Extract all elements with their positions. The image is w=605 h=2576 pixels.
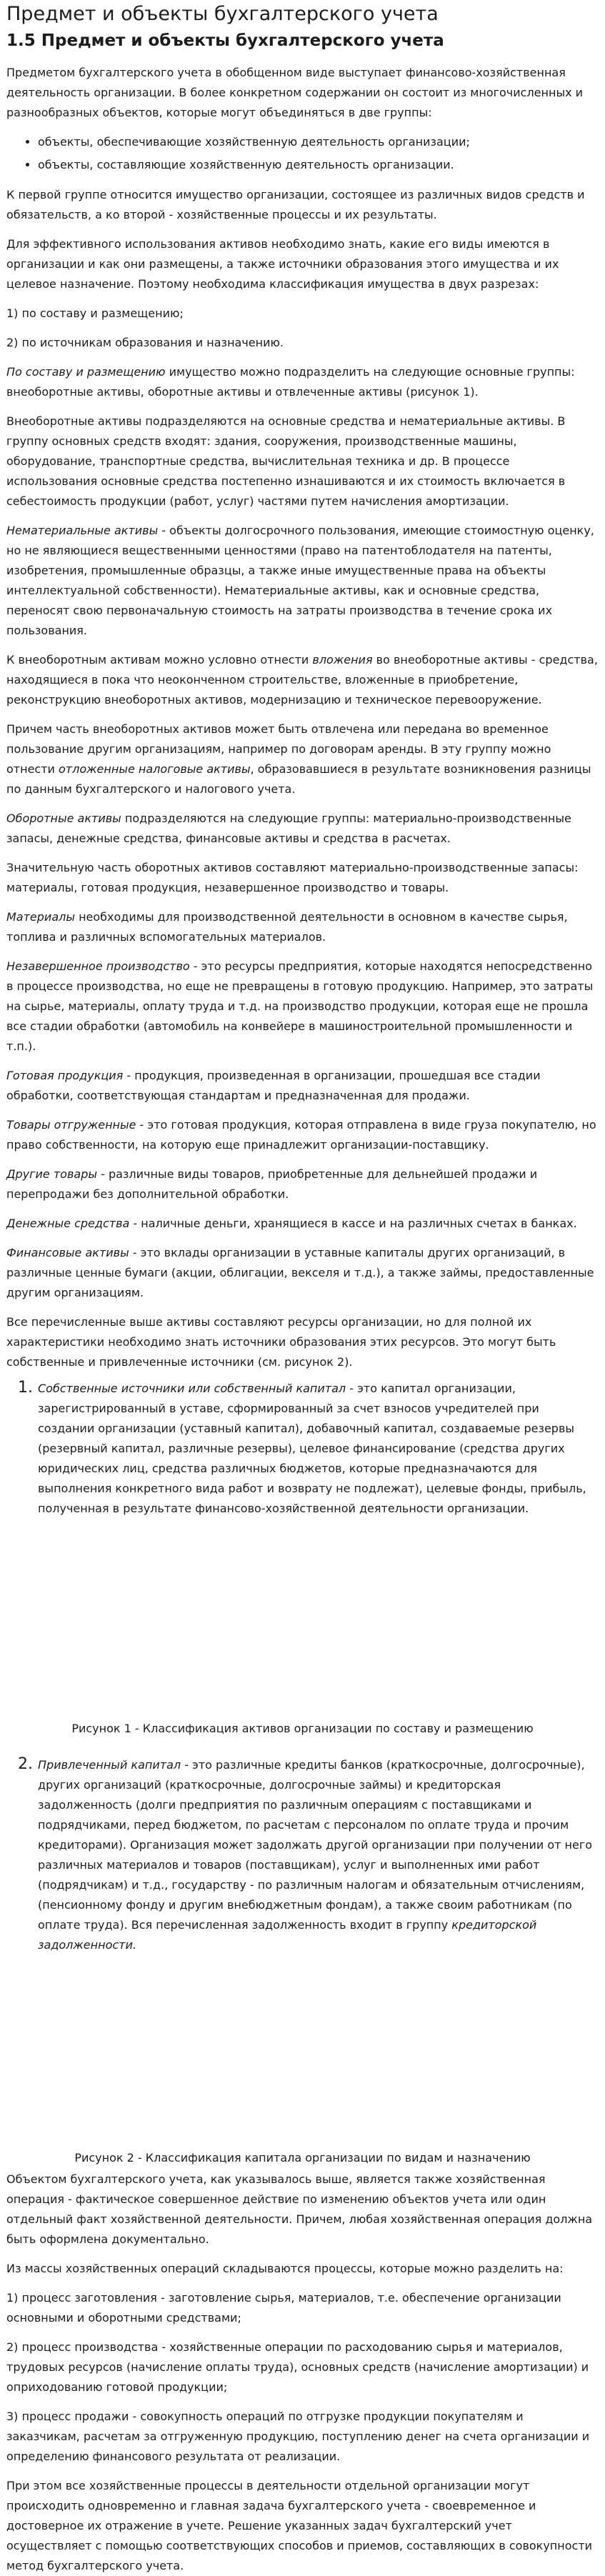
paragraph-shipped-goods <box>6 1115 599 1155</box>
paragraph-text: имущество можно подразделить на следующие основные группы: внеоборотные активы, оборотные активы и отвлеченные активы (рисунок 1). <box>6 365 575 399</box>
italic-term: Незавершенное производство <box>6 959 190 973</box>
italic-term: Товары отгруженные <box>6 1118 136 1132</box>
paragraph-financial-assets <box>6 1243 599 1303</box>
paragraph-finished-goods <box>6 1066 599 1106</box>
italic-term: Собственные источники или собственный капитал <box>38 1382 346 1395</box>
paragraph-text: К внеоборотным активам можно условно отнести <box>6 653 313 667</box>
bullet-item: • объекты, обеспечивающие хозяйственную деятельность организации; <box>38 132 599 152</box>
paragraph-investments <box>6 650 599 710</box>
italic-term: Финансовые активы <box>6 1246 129 1259</box>
paragraph-cash <box>6 1214 599 1234</box>
italic-term: Денежные средства <box>6 1217 130 1230</box>
paragraph-inventories: Значительную часть оборотных активов составляют материально-производственные запасы: материалы, готовая продукция, незавершенное производство и товары. <box>6 861 579 894</box>
paragraph-text: , образовавшиеся в результате возникновения разницы по данным бухгалтерского и налогового учета. <box>6 762 591 796</box>
paragraph-text: подразделяются на следующие группы: материально-производственные запасы, денежные средства, финансовые активы и средства в расчетах. <box>6 812 571 845</box>
italic-term: Другие товары <box>6 1167 97 1181</box>
paragraph-text: Причем часть внеоборотных активов может быть отвлечена или передана во временное пользование другим организациям, например по договорам аренды. В эту группу можно отнести <box>6 722 551 776</box>
paragraph-subject: Предметом бухгалтерского учета в обобщенном виде выступает финансово-хозяйственная деятельность организации. В более конкретном содержании он состоит из многочисленных и разнообразных объектов, которые могут объединяться в две группы: <box>6 66 584 119</box>
paragraph-item-1: 1) по составу и размещению; <box>6 306 184 320</box>
paragraph-composition <box>6 362 599 402</box>
paragraph-text: необходимы для производственной деятельности в основном в качестве сырья, топлива и различных вспомогательных материалов. <box>6 910 568 944</box>
paragraph-current-assets <box>6 809 599 849</box>
paragraph-operations: Объектом бухгалтерского учета, как указывалось выше, является также хозяйственная операция - фактическое совершенное действие по изменению объектов учета или один отдельный факт хозяйственной деятельности. Причем, любая хозяйственная операция должна быть оформлена документально. <box>6 2172 593 2246</box>
paragraph-process-1: 1) процесс заготовления - заготовление сырья, материалов, т.е. обеспечение организации основными и оборотными средствами; <box>6 2291 561 2325</box>
paragraph-materials <box>6 907 599 947</box>
paragraph-text: - различные виды товаров, приобретенные для дельнейшей продажи и перепродажи без дополнительной обработки. <box>6 1167 538 1201</box>
italic-term: Оборотные активы <box>6 812 121 825</box>
figure-2-caption: Рисунок 2 - Классификация капитала организации по видам и назначению <box>74 2151 531 2165</box>
page-title: Предмет и объекты бухгалтерского учета <box>6 3 439 25</box>
italic-term: Привлеченный капитал <box>38 1758 181 1772</box>
paragraph-conclusion: При этом все хозяйственные процессы в деятельности отдельной организации могут происходить одновременно и главная задача бухгалтерского учета - своевременное и достоверное их отражение в учете. Решение указанных задач бухгалтерский учет осуществляет с помощью соответствующих способов и приемов, составляющих в совокупности метод бухгалтерского учета. <box>6 2479 593 2572</box>
italic-term: По составу и размещению <box>6 365 166 379</box>
paragraph-text: - это готовая продукция, которая отправлена в виде груза покупателю, но право собственности, на которую еще принадлежит организации-поставщику. <box>6 1118 596 1152</box>
paragraph-text: - это вклады организации в уставные капиталы других организаций, в различные ценные бумаги (акции, облигации, векселя и т.д.), а также займы, предоставленные другим организациям. <box>6 1246 594 1299</box>
figure-2-placeholder <box>6 1955 599 2148</box>
figure-1-caption: Рисунок 1 - Классификация активов организации по составу и размещению <box>71 1722 534 1735</box>
paragraph-text: - это различные кредиты банков (краткосрочные, долгосрочные), других организаций (краткосрочные, долгосрочные займы) и кредиторская задолженность (долги предприятия по различным операциям с поставщиками и подрядчиками, перед бюджетом, по расчетам с персоналом по оплате труда и прочим кредиторами). Организация может задолжать другой организации при получении от него различных материалов и товаров (поставщикам), услуг и выполненных ими работ (подрядчикам) и т.д., государству - по различным налогам и обязательным отчислениям, (пенсионному фонду и другим внебюджетным фондам), а также своим работникам (по оплате труда). Вся перечисленная задолженность входит в группу <box>38 1758 593 1932</box>
paragraph-text: во внеоборотные активы - средства, находящиеся в пока что неоконченном строительстве, вложенные в приобретение, реконструкцию внеоборотных активов, модернизацию и техническое перевооружение. <box>6 653 598 707</box>
paragraph-deferred-tax <box>6 719 599 799</box>
paragraph-process-3: 3) процесс продажи - совокупность операций по отгрузке продукции покупателям и заказчикам, расчетам за отгруженную продукцию, поступлению денег на счета организации и определению финансового результата от реализации. <box>6 2410 590 2463</box>
capital-numbered-list <box>6 1378 599 1519</box>
section-heading: 1.5 Предмет и объекты бухгалтерского учета <box>6 31 444 50</box>
italic-term: отложенные налоговые активы <box>59 762 251 776</box>
list-item-own-capital <box>38 1378 599 1519</box>
objects-bullet-list <box>6 132 599 175</box>
paragraph-groups: К первой группе относится имущество организации, состоящее из различных видов средств и обязательств, а ко второй - хозяйственные процессы и их результаты. <box>6 188 585 221</box>
italic-term: кредиторской задолженности. <box>38 1918 537 1952</box>
figure-1-placeholder <box>6 1519 599 1719</box>
paragraph-intangible-assets <box>6 521 599 641</box>
paragraph-text: - продукция, произведенная в организации, прошедшая все стадии обработки, соответствующая стандартам и предназначенная для продажи. <box>6 1069 541 1102</box>
bullet-item: • объекты, составляющие хозяйственную деятельность организации. <box>38 155 599 175</box>
paragraph-noncurrent-assets: Внеоборотные активы подразделяются на основные средства и нематериальные активы. В группу основных средств входят: здания, сооружения, производственные машины, оборудование, транспортные средства, вычислительная техника и др. В процессе использования основные средства постепенно изнашиваются и их стоимость включается в себестоимость продукции (работ, услуг) частями путем начисления амортизации. <box>6 414 566 508</box>
paragraph-text: - это капитал организации, зарегистрированный в уставе, сформированный за счет взносов учредителей при создании организации (уставный капитал), добавочный капитал, создаваемые резервы (резервный капитал, различные резервы), целевое финансирование (средства других юридических лиц, средства различных бюджетов, которые предназначаются для выполнения конкретного вида работ и возврату не подлежат), целевые фонды, прибыль, полученная в результате финансово-хозяйственной деятельности организации. <box>38 1382 586 1515</box>
italic-term: вложения <box>312 653 373 667</box>
italic-term: Готовая продукция <box>6 1069 124 1082</box>
paragraph-classification: Для эффективного использования активов необходимо знать, какие его виды имеются в организации и как они размещены, а также источники образования этого имущества и их целевое назначение. Поэтому необходима классификация имущества в двух разрезах: <box>6 237 559 291</box>
italic-term: Материалы <box>6 910 75 924</box>
paragraph-text: - это ресурсы предприятия, которые находятся непосредственно в процессе производства, но еще не превращены в готовую продукцию. Например, это затраты на сырье, материалы, оплату труда и т.д. на производство продукции, которая еще не прошла все стадии обработки (автомобиль на конвейере в машиностроительной промышленности и т.п.). <box>6 959 594 1053</box>
paragraph-sources: Все перечисленные выше активы составляют ресурсы организации, но для полной их характеристики необходимо знать источники образования этих ресурсов. Это могут быть собственные и привлеченные источники (см. рисунок 2). <box>6 1315 556 1369</box>
paragraph-processes: Из массы хозяйственных операций складываются процессы, которые можно разделить на: <box>6 2262 564 2275</box>
paragraph-other-goods <box>6 1164 599 1204</box>
paragraph-process-2: 2) процесс производства - хозяйственные операции по расходованию сырья и материалов, трудовых ресурсов (начисление оплаты труда), основных средств (начисление амортизации) и оприходованию готовой продукции; <box>6 2340 589 2394</box>
paragraph-text: - объекты долгосрочного пользования, имеющие стоимостную оценку, но не являющиеся вещественными ценностями (право на патентоблодателя на патенты, изобретения, промышленные образцы, а также иные имущественные права на объекты интеллектуальной собственности). Нематериальные активы, как и основные средства, переносят свою первоначальную стоимость на затраты производства в течение срока их пользования. <box>6 524 594 637</box>
paragraph-item-2: 2) по источникам образования и назначению. <box>6 336 284 349</box>
list-item-borrowed-capital <box>38 1754 599 1955</box>
capital-numbered-list-continued <box>6 1754 599 1955</box>
paragraph-wip <box>6 957 599 1057</box>
paragraph-text: - наличные деньги, хранящиеся в кассе и на различных счетах в банках. <box>129 1217 577 1230</box>
italic-term: Нематериальные активы <box>6 524 159 537</box>
